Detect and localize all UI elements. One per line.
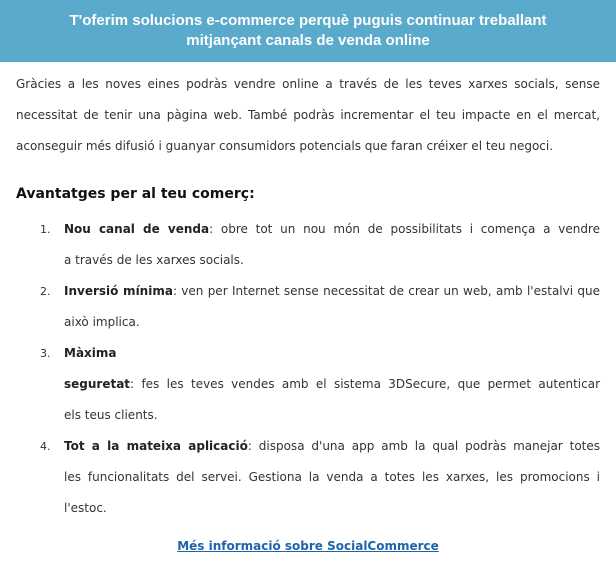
list-number: 2. bbox=[40, 285, 51, 298]
benefit-line bbox=[64, 369, 600, 400]
benefit-title: Tot a la mateixa aplicació bbox=[64, 439, 248, 453]
benefits-list bbox=[0, 214, 616, 524]
list-number: 4. bbox=[40, 440, 51, 453]
benefit-item-minimal-investment bbox=[0, 276, 616, 338]
benefit-line bbox=[64, 276, 600, 307]
header-banner bbox=[0, 0, 616, 62]
banner-title-line-1: T'oferim solucions e-commerce perquè puguis continuar treballant bbox=[69, 12, 547, 29]
benefit-line: a través de les xarxes socials. bbox=[64, 253, 244, 267]
benefit-description: : fes les teves vendes amb el sistema 3DSecure, que permet autenticar bbox=[130, 377, 600, 391]
benefit-description: : ven per Internet sense necessitat de crear un web, amb l'estalvi que bbox=[172, 284, 600, 298]
more-info-link[interactable]: Més informació sobre SocialCommerce bbox=[177, 539, 439, 553]
benefit-item-same-app bbox=[0, 431, 616, 524]
list-number: 1. bbox=[40, 223, 51, 236]
benefit-description: : disposa d'una app amb la qual podràs manejar totes bbox=[247, 439, 600, 453]
list-number: 3. bbox=[40, 347, 51, 360]
benefit-description: : obre tot un nou món de possibilitats i comença a vendre bbox=[209, 222, 600, 236]
benefit-title-part-2: seguretat bbox=[64, 377, 131, 391]
benefit-line bbox=[64, 431, 600, 462]
benefit-title-part-1: Màxima bbox=[64, 346, 117, 360]
benefit-line: les funcionalitats del servei. Gestiona la venda a totes les xarxes, les promocions i l'estoc. bbox=[64, 470, 600, 515]
benefit-title: Nou canal de venda bbox=[64, 222, 210, 236]
benefit-text bbox=[64, 338, 600, 431]
benefit-item-new-channel bbox=[0, 214, 616, 276]
benefit-line: això implica. bbox=[64, 315, 140, 329]
intro-line-1: Gràcies a les noves eines podràs vendre online a través de les teves xarxes socials, sense bbox=[16, 77, 600, 91]
benefit-line bbox=[64, 214, 600, 245]
intro-line-2: necessitat de tenir una pàgina web. També podràs incrementar el teu impacte en el mercat, bbox=[16, 108, 600, 122]
benefit-title: Inversió mínima bbox=[64, 284, 173, 298]
intro-paragraph bbox=[16, 69, 600, 162]
benefit-item-maximum-security bbox=[0, 338, 616, 431]
intro-line-3: aconseguir més difusió i guanyar consumidors potencials que faran créixer el teu negoci. bbox=[16, 139, 554, 153]
benefit-line bbox=[64, 338, 600, 369]
benefits-heading: Avantatges per al teu comerç: bbox=[16, 186, 255, 202]
banner-title-line-2: mitjançant canals de venda online bbox=[186, 32, 430, 49]
benefit-text bbox=[64, 431, 600, 524]
benefit-text bbox=[64, 214, 600, 276]
benefit-line: els teus clients. bbox=[64, 408, 158, 422]
benefit-text bbox=[64, 276, 600, 338]
